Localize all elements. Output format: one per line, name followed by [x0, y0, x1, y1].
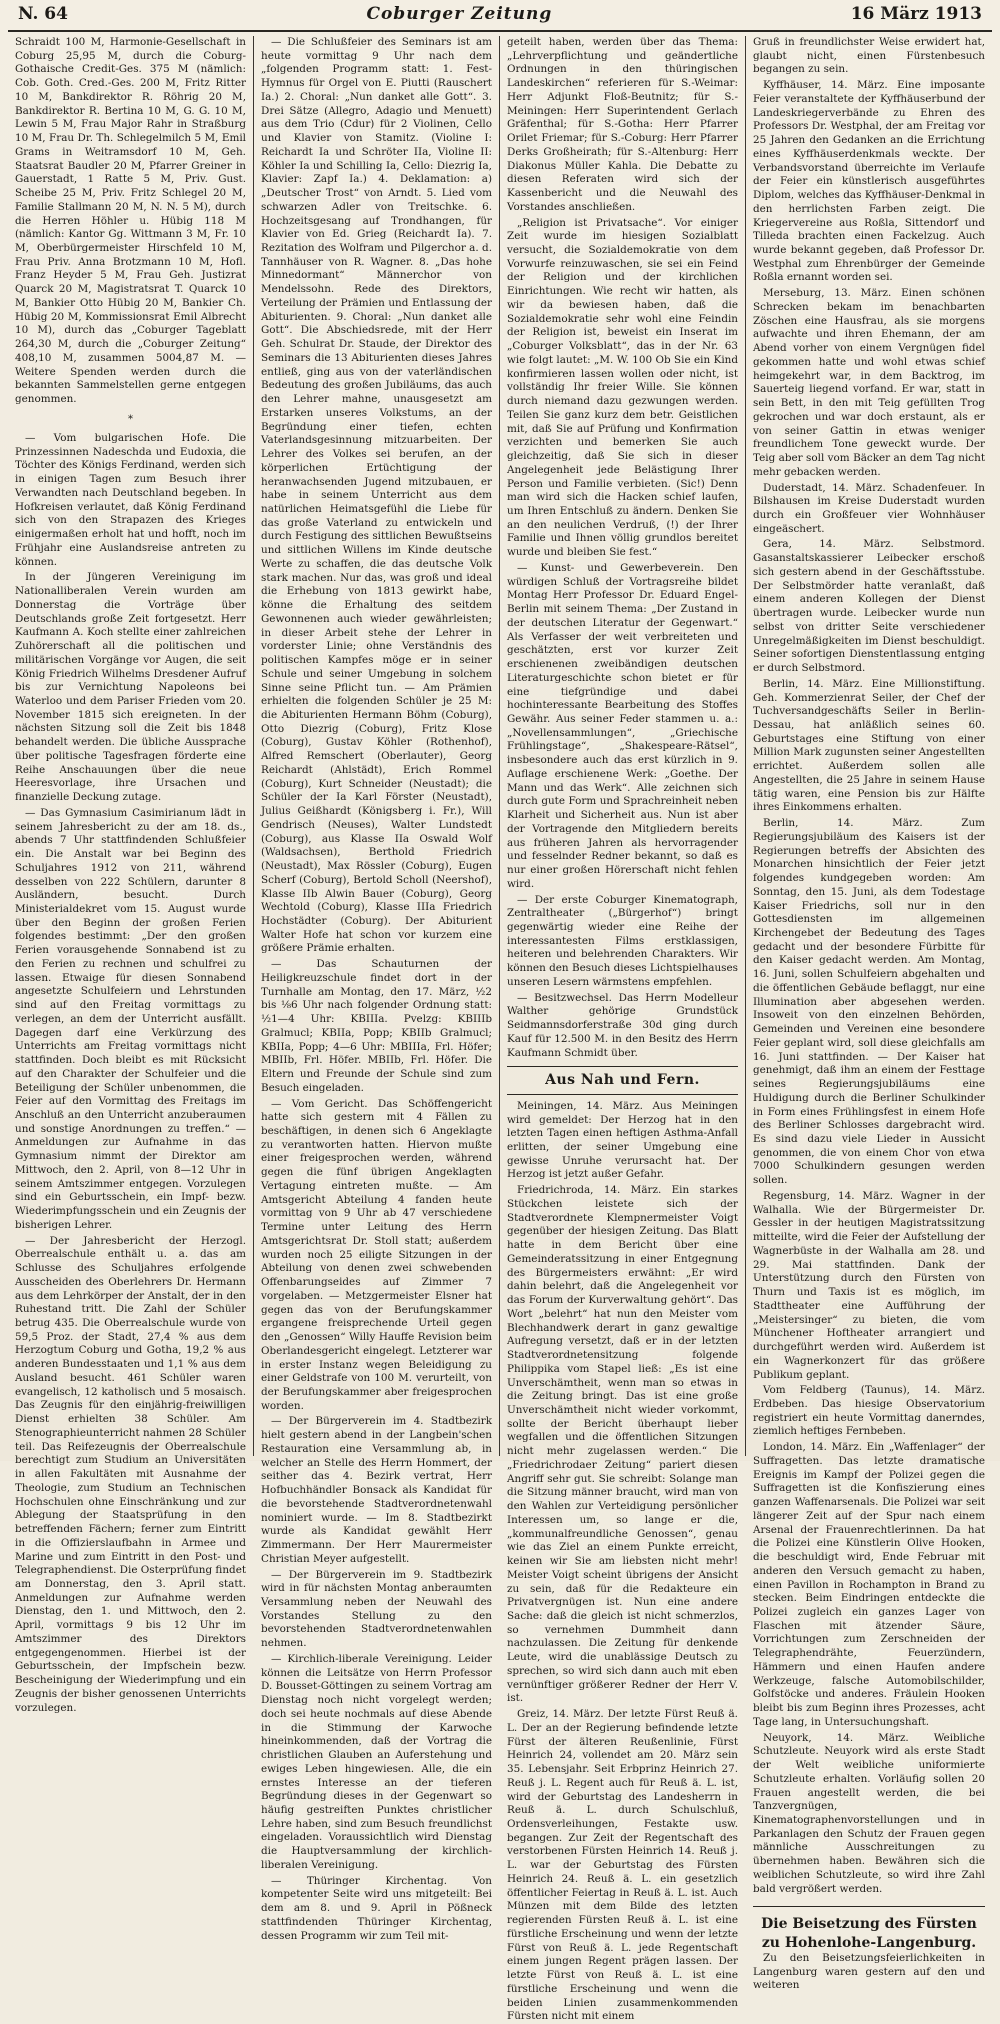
article-kyffhaeuser: Kyffhäuser, 14. März. Eine imposante Feier veranstaltete der Kyffhäuserbund der Landeskriegerverbände zu Ehren des Professors Dr. Westphal, der am Freitag vor 25 Jahren den Gedanken an die Errichtung eines Kyffhäuserdenkmals weckte. Der Verbandsvorstand überreichte im Verlaufe der Feier ein künstlerisch ausgeführtes Diplom, welches das Kyffhäuser-Denkmal in den herrlichsten Farben zeigt. Die Kriegervereine aus Roßla, Sittendorf und Tilleda brachten einen Fackelzug. Auch wurde bekannt gegeben, daß Professor Dr. Westphal zum Ehrenbürger der Gemeinde Roßla ernannt worden sei. — [753, 79, 985, 284]
article-new-york: Neuyork, 14. März. Weibliche Schutzleute. Neuyork wird als erste Stadt der Welt weibliche uniformierte Schutzleute erhalten. Vorläufig sollen 20 Frauen angestellt werden, die bei Tanzvergnügen, Kinematographenvorstellungen und in Parkanlagen den Schutz der Frauen gegen männliche Ausschreitungen zu übernehmen haben. Bewähren sich die weiblichen Schutzleute, so wird ihre Zahl bald vergrößert werden. — [753, 1731, 985, 1895]
column-2 — [254, 36, 500, 1942]
column-3 — [500, 36, 746, 2023]
newspaper-title: Coburger Zeitung — [366, 4, 553, 24]
article-citizens-association-4: — Der Bürgerverein im 4. Stadtbezirk hielt gestern abend in der Langbein'schen Restauration eine Versammlung ab, in welcher an Stelle des Herrn Hommert, der seither das 4. Bezirk vertrat, Herr Hofbuchhändler Bonsack als Kandidat für die bevorstehende Stadtverordnetenwahl nominiert wurde. — Im 8. Stadtbezirkt wurde als Kandidat gewählt Herr Zimmermann. Der Herr Maurermeister Christian Meyer aufgestellt. — [261, 1415, 492, 1565]
article-greiz: Greiz, 14. März. Der letzte Fürst Reuß ä. L. Der an der Regierung befindende letzte Fürst der älteren Reußenlinie, Fürst Heinrich 24, vollendet am 20. März sein 35. Lebensjahr. Seit Erbprinz Heinrich 27. Reuß j. L. Regent auch für Reuß ä. L. ist, wird der Geburtstag des Landesherrn in Reuß ä. L. durch Schulschluß, Ordensverleihungen, Festakte usw. begangen. Zur Zeit der Regentschaft des verstorbenen Fürsten Heinrich 14. Reuß j. L. war der Geburtstag des Fürsten Heinrich 24. Reuß ä. L. ein gesetzlich öffentlicher Feiertag in Reuß ä. L. ist. Auch Münzen mit dem Bilde des letzten regierenden Fürsten Reuß ä. L. ist eine fürstliche Erscheinung und wenn der letzte Fürst von Reuß ä. L. jede Regentschaft einem jungen Regent prägen lassen. Der letzte Fürst von Reuß ä. L. ist eine fürstliche Erscheinung und wenn die beiden Linien zusammenkommenden Fürsten nicht mit einem — [507, 1708, 738, 2023]
article-columns — [8, 36, 992, 2023]
article-thuringian-church-day: — Thüringer Kirchentag. Von kompetenter Seite wird uns mitgeteilt: Bei dem am 8. und 9. April in Pößneck stattfindenden Thüringer Kirchentag, dessen Programm wir zum Teil mit- — [261, 1874, 492, 1942]
article-cinematograph: — Der erste Coburger Kinematograph, Zentraltheater („Bürgerhof“) bringt gegenwärtig wieder eine Reihe der interessantesten Films erstklassigen, heiteren und belehrenden Charakters. Wir können den Besuch dieses Lichtspielhauses unseren Lesern wärmstens empfehlen. — [507, 893, 738, 988]
article-hohenlohe-funeral: Zu den Beisetzungsfeierlichkeiten in Langenburg waren gestern auf den und weiteren — [753, 1951, 985, 1992]
article-bulgarian-court: — Vom bulgarischen Hofe. Die Prinzessinnen Nadeschda und Eudoxia, die Töchter des Königs Ferdinand, werden sich in einigen Tagen zum Besuch ihrer Verwandten nach Deutschland begeben. In Hofkreisen verlautet, daß König Ferdinand sich von den Strapazen des Krieges einigermaßen erholt hat und hofft, noch im Frühjahr eine Auslandsreise antreten zu können. — [15, 432, 246, 568]
article-court-news: — Vom Gericht. Das Schöffengericht hatte sich gestern mit 4 Fällen zu beschäftigen, in denen sich 6 Angeklagte zu verantworten hatten. Hiervon mußte einer freigesprochen werden, während gegen die fünf übrigen Angeklagten Vertagung eintreten mußte. — Am Amtsgericht Abteilung 4 fanden heute vormittag von 9 Uhr ab 47 verschiedene Termine unter Leitung des Herrn Amtsgerichtsrat Dr. Stoll statt; außerdem wurden noch 25 eiligte Sitzungen in der Abteilung von denen zwei schwebenden Offenbarungseides auf Zimmer 7 vorgelaben. — Metzgermeister Elsner hat gegen das von der Berufungskammer ergangene freisprechende Urteil gegen den „Genossen“ Willy Hauffe Revision beim Oberlandesgericht eingelegt. Letzterer war in erster Instanz wegen Beleidigung zu einer Geldstrafe von 100 M. verurteilt, von der Berufungskammer aber freigesprochen worden. — [261, 1097, 492, 1412]
article-berlin-million-foundation: Berlin, 14. März. Eine Millionstiftung. Geh. Kommerzienrat Seiler, der Chef der Tuchversandgeschäfts Seiler in Berlin-Dessau, hat anläßlich seines 60. Geburtstages eine Stiftung von einer Million Mark zugunsten seiner Angestellten errichtet. Außerdem sollen alle Angestellten, die 25 Jahre in seinem Hause tätig waren, eine Pension bis zur Hälfte ihres Einkommens erhalten. — [753, 677, 985, 814]
headline-hohenlohe-funeral: Die Beisetzung des Fürsten zu Hohenlohe-Langenburg. — [753, 1906, 985, 1951]
issue-date: 16 März 1913 — [850, 4, 982, 24]
article-property-change: — Besitzwechsel. Das Herrn Modelleur Walther gehörige Grundstück Seidmannsdorferstraße 30d ging durch Kauf für 12.500 M. in den Besitz des Herrn Kaufmann Schmidt über. — [507, 991, 738, 1059]
separator-star: * — [128, 413, 133, 425]
article-religion-private-matter: „Religion ist Privatsache“. Vor einiger Zeit wurde im hiesigen Sozialblatt versucht, die Sozialdemokratie von dem Vorwurfe reinzuwaschen, sie sei ein Feind der Religion und der kirchlichen Einrichtungen. Wie recht wir hatten, als wir da bewiesen haben, daß die Sozialdemokratie sehr wohl eine Feindin der Religion ist, beweist ein Inserat im „Coburger Volksblatt“, das in der Nr. 63 wie folgt lautet: „M. W. 100 Ob Sie ein Kind konfirmieren lassen wollen oder nicht, ist vollständig Ihr freier Wille. Sie können durch niemand dazu gezwungen werden. Teilen Sie ganz kurz dem betr. Geistlichen mit, daß Sie auf Prüfung und Konfirmation verzichten und bemerken Sie auch gleichzeitig, daß Sie sich in dieser Angelegenheit jede Belästigung Ihrer Person und Familie verbieten. (Sic!) Denn man wird sich die Hacken schief laufen, um Ihren Entschluß zu ändern. Denken Sie an den neulichen Verdruß, (!) der Ihrer Familie und Ihnen völlig grundlos bereitet wurde und bleiben Sie fest.“ — [507, 216, 738, 559]
article-friedrichroda: Friedrichroda, 14. März. Ein starkes Stückchen leistete sich der Stadtverordnete Klempnermeister Voigt gegenüber der hiesigen Zeitung. Das Blatt hatte in dem Bericht über eine Gemeinderatssitzung in einer Entgegnung des Bürgermeisters erwähnt: „Er wird dahin belehrt, daß die Angelegenheit vor das Forum der Kurverwaltung gehört“. Das Wort „belehrt“ hat nun den Meister vom Blechhandwerk derart in ganz gewaltige Aufregung versetzt, daß er in der letzten Stadtverordnetensitzung folgende Philippika vom Stapel ließ: „Es ist eine Unverschämtheit, wenn man so etwas in die Zeitung bringt. Das ist eine große Unverschämtheit nicht wieder vorkommt, sollte der Bericht überhaupt lieber wegfallen und die öffentlichen Sitzungen nicht mehr zugelassen werden.“ Die „Friedrichrodaer Zeitung“ pariert diesen Angriff sehr gut. Sie schreibt: Solange man die Sitzung männer braucht, wird man von den Wahlen zur Verteidigung persönlicher Interessen um, so lange er die, „kommunalfreundliche Genossen“, genau wie das Ziel an einem Punkte erreicht, keinen wir Sie am liebsten nicht mehr! Meister Voigt scheint übrigens der Ansicht zu sein, daß für die Redakteure ein Privatvergnügen ist. Nun eine andere Sache: daß die gleich ist nicht schmerzlos, so vernehmen Dummheit dann nachzulassen. Die Zeitung für denkende Leute, wird die unablässige Deutsch zu sprechen, so wird sich dann auch mit eben vernünftiger größerer Redner der Herr V. ist. — [507, 1184, 738, 1705]
article-continued-fragment: Gruß in freundlichster Weise erwidert hat, glaubt nicht, einen Fürstenbesuch begangen zu sein. — [753, 36, 985, 76]
article-merseburg: Merseburg, 13. März. Einen schönen Schrecken bekam im benachbarten Zöschen eine Hausfrau, als sie morgens aufwachte und ihren Ehemann, der am Abend vorher von einem Vergnügen fidel gekommen hatte und wohl etwas schief heimgekehrt war, in dem Backtrog, im Sauerteig liegend vorfand. Er war, statt in sein Bett, in den mit Teig gefüllten Trog gekrochen und war doch erstaunt, als er von seiner Gattin in etwas weniger freundlichem Tone geweckt wurde. Der Teig aber soll vom Bäcker an dem Tag nicht mehr gebacken werden. — [753, 287, 985, 478]
article-art-trade-association: — Kunst- und Gewerbeverein. Den würdigen Schluß der Vortragsreihe bildet Montag Herr Professor Dr. Eduard Engel-Berlin mit seinem Thema: „Der Zustand in der deutschen Literatur der Gegenwart.“ Als Verfasser der weit verbreiteten und geschätzten, erst vor kurzer Zeit erschienenen zweibändigen deutschen Literaturgeschichte schon bietet er für eine tiefgründige und dabei hochinteressante Bearbeitung des Stoffes Gewähr. Aus seiner Feder stammen u. a.: „Novellensammlungen“, „Griechische Frühlingstage“, „Shakespeare-Rätsel“, insbesondere auch das erst kürzlich in 9. Auflage erschienene Werk: „Goethe. Der Mann und das Werk“. Alle zeichnen sich durch gute Form und Sprachreinheit neben Klarheit und Sicherheit aus. Nun ist aber der Vortragende den Mitgliedern bereits aus früheren Jahren als hervorragender und fesselnder Redner bekannt, so daß es nur einer großen Hörerschaft nicht fehlen wird. — [507, 561, 738, 890]
article-gera: Gera, 14. März. Selbstmord. Gasanstaltskassierer Leibecker erschoß sich gestern abend in der Geschäftsstube. Der Selbstmörder hatte veranlaßt, daß einem anderen Kollegen der Dienst übertragen wurde. Leibecker wurde nun selbst von dritter Seite verschiedener Unregelmäßigkeiten im Dienst beschuldigt. Seiner sofortigen Dienstentlassung entging er durch Selbstmord. — [753, 538, 985, 675]
section-heading-near-and-far: Aus Nah und Fern. — [507, 1066, 738, 1094]
article-london: London, 14. März. Ein „Waffenlager“ der Suffragetten. Das letzte dramatische Ereignis im Kampf der Polizei gegen die Suffragetten ist die Konfiszierung eines ganzen Waffenarsenals. Die Polizei war seit längerer Zeit auf der Spur nach einem Arsenal der Frauenrechtlerinnen. Da hat die Polizei eine Künstlerin Olive Hooken, die beschuldigt wird, Ende Februar mit anderen den Versuch gemacht zu haben, einen Pavillon in Rochampton in Brand zu stecken. Beim Eindringen entdeckte die Polizei zugleich ein ganzes Lager von Flaschen mit ätzender Säure, Vorrichtungen zum Zerschneiden der Telegraphendrähte, Feuerzündern, Hämmern und einen Haufen andere Werkzeuge, falsche Automobilschilder, Golfstöcke und anderes. Fräulein Hooken bleibt bis zum Beginn ihres Prozesses, acht Tage lang, in Untersuchungshaft. — [753, 1441, 985, 1728]
article-gymnastics-show: — Das Schauturnen der Heiligkreuzschule findet dort in der Turnhalle am Montag, den 17. März, ½2 bis ⅛6 Uhr nach folgender Ordnung statt: ½1—4 Uhr: KBIIIa. Pvelzg: KBIIIb Gralmucl; KBIIa, Popp; KBIIb Gralmucl; KBIIa, Popp; 4—6 Uhr: MBIIIa, Frl. Höfer; MBIIb, Frl. Höfer. MBIIb, Frl. Höfer. Die Eltern und Freunde der Schule sind zum Besuch eingeladen. — [261, 958, 492, 1094]
article-regensburg: Regensburg, 14. März. Wagner in der Walhalla. Wie der Bürgermeister Dr. Gessler in der heutigen Magistratssitzung mitteilte, wird die Feier der Aufstellung der Wagnerbüste in der Walhalla am 28. und 29. Mai stattfinden. Dank der Unterstützung durch den Fürsten von Thurn und Taxis ist es möglich, im Stadttheater eine Aufführung der „Meistersinger“ zu bieten, die vom Münchener Hoftheater arrangiert und durchgeführt werden wird. Außerdem ist ein Wagnerkonzert für das größere Publikum geplant. — [753, 1189, 985, 1381]
masthead — [8, 4, 992, 32]
article-church-day-continued: geteilt haben, werden über das Thema: „Lehrverpflichtung und geändertliche Ordnungen in den thüringischen Landeskirchen“ referieren für S.-Weimar: Herr Adjunkt Floß-Beutnitz; für S.-Meiningen: Herr Superintendent Gerlach Gräfenthal; für S.-Gotha: Herr Pfarrer Orilet Friemar; für S.-Coburg: Herr Pfarrer Derks Großheirath; für S.-Altenburg: Herr Diakonus Müller Kahla. Die Debatte zu diesen Referaten wird sich der Kassenbericht und die Neuwahl des Vorstandes anschließen. — [507, 36, 738, 213]
column-1 — [8, 36, 254, 1714]
article-church-liberal-union: — Kirchlich-liberale Vereinigung. Leider können die Leitsätze von Herrn Professor D. Bousset-Göttingen zu seinem Vortrag am Dienstag noch nicht vorgelegt werden; doch sei heute nochmals auf diese Abende in die Stimmung der Karwoche hineinkommenden, daß der Vortrag die christlichen Glauben an Auferstehung und ewiges Leben hingewiesen. Alle, die ein ernstes Interesse an der tieferen Begründung dieses in der Gegenwart so häufig gestreiften Punktes christlicher Lehre haben, sind zum Besuch freundlichst eingeladen. Voraussichtlich wird Dienstag die Hauptversammlung der kirchlich-liberalen Vereinigung. — [261, 1652, 492, 1871]
donation-list-paragraph: Schraidt 100 M, Harmonie-Gesellschaft in Coburg 25,95 M, durch die Coburg-Gothaische Credit-Ges. 375 M (nämlich: Cob. Goth. Cred.-Ges. 200 M, Fritz Ritter 10 M, Bankdirektor R. Röhrig 20 M, Bankdirektor R. Bertina 10 M, G. G. 10 M, Lewin 5 M, Frau Major Rahr in Straßburg 10 M, Frau Dr. Th. Schlegelmilch 5 M, Emil Grams in Weitramsdorf 10 M, Geh. Staatsrat Baudler 20 M, Pfarrer Greiner in Gauerstadt, 1 Ratte 5 M, Priv. Gust. Scheibe 25 M, Priv. Fritz Schlegel 20 M, Familie Stallmann 20 M, N. N. 5 M), durch die Herren Höhler u. Hübig 118 M (nämlich: Kantor Gg. Wittmann 3 M, Fr. 10 M, Oberbürgermeister Hirschfeld 10 M, Frau Priv. Anna Brotzmann 10 M, Hofl. Franz Heyder 5 M, Frau Geh. Justizrat Quarck 20 M, Magistratsrat T. Quarck 10 M, Bankier Otto Hübig 20 M, Bankier Ch. Hübig 20 M, Kommissionsrat Emil Albrecht 10 M), durch das „Coburger Tageblatt 264,30 M, durch die „Coburger Zeitung“ 408,10 M, zusammen 5004,87 M. — Weitere Spenden werden durch die bekannten Sammelstellen gerne entgegen genommen. — [15, 36, 246, 406]
article-citizens-association-9: — Der Bürgerverein im 9. Stadtbezirk wird in für nächsten Montag anberaumten Versammlung neben der Neuwahl des Vorstandes Stellung zu den bevorstehenden Stadtverordnetenwahlen nehmen. — [261, 1568, 492, 1650]
article-seminar-closing-ceremony: — Die Schlußfeier des Seminars ist am heute vormittag 9 Uhr nach dem „folgenden Programm statt: 1. Fest-Hymnus für Orgel von E. Piutti (Rauschert Ia.) 2. Choral: „Nun danket alle Gott“. 3. Drei Sätze (Allegro, Adagio und Menuett) aus dem Trio (Cdur) für 2 Violinen, Cello und Klavier von Stamitz. (Violine I: Reichardt Ia und Schröter IIa, Violine II: Köhler Ia und Schilling Ia, Cello: Diezrig Ia, Klavier: Zapf Ia.) 4. Deklamation: a) „Deutscher Trost“ von Arndt. 5. Lied vom schwarzen Adler von Treitschke. 6. Hochzeitsgesang auf Trondhangen, für Klavier von Ed. Grieg (Reichardt Ia). 7. Rezitation des Wolfram und Pilgerchor a. d. Tannhäuser von R. Wagner. 8. „Das hohe Minnedormant“ Männerchor von Mendelssohn. Rede des Direktors, Verteilung der Prämien und Entlassung der Abiturienten. 9. Choral: „Nun danket alle Gott“. Die Abschiedsrede, mit der Herr Geh. Schulrat Dr. Staude, der Direktor des Seminars die 13 Abiturienten dieses Jahres entließ, ging aus von der vaterländischen Bedeutung des großen Jubiläums, das auch den Lehrer mahne, unausgesetzt am Erstarken unseres Volkstums, an der Begründung einer tiefen, echten Vaterlandsgesinnung mitzuarbeiten. Der Lehrer des Volkes sei berufen, an der körperlichen Ertüchtigung der heranwachsenden Jugend mitzubauen, er habe in seinem Unterricht aus dem natürlichen Heimatsgefühl die Liebe für das große Vaterland zu entwickeln und durch Festigung des sittlichen Bewußtseins und sittlichen Willens im Kinde deutsche Werte zu schaffen, die das deutsche Volk stark machen. Nur das, was groß und ideal die Erhebung von 1813 gewirkt habe, könne die Erhaltung des seitdem Gewonnenen auch wieder gewährleisten; in dieser Arbeit stehe der Lehrer in vorderster Linie; ohne Verständnis des politischen Kampfes möge er in seiner Schule und seiner Umgebung in solchem Sinne seine Pflicht tun. — Am Prämien erhielten die folgenden Schüler je 25 M: die Abiturienten Hermann Böhm (Coburg), Otto Diezrig (Coburg), Fritz Klose (Coburg), Gustav Köhler (Rothenhof), Alfred Remschert (Oberlauter), Georg Reichardt (Ahlstädt), Erich Rommel (Coburg), Kurt Schneider (Neustadt); die Schüler der Ia Karl Förster (Neustadt), Julius Geißhardt (Königsberg i. Fr.), Will Gendrisch (Neuses), Walter Lundstedt (Coburg), aus Klasse IIa Oswald Wolf (Waldsachsen), Berthold Friedrich (Neustadt), Max Rössler (Coburg), Eugen Scherf (Coburg), Bertold Scholl (Neershof), Klasse IIb Alwin Bauer (Coburg), Georg Wechtold (Coburg), Klasse IIIa Friedrich Hochstädter (Coburg). Der Abiturient Walter Hofe hat schon vor kurzem eine größere Prämie erhalten. — [261, 36, 492, 955]
article-meiningen: Meiningen, 14. März. Aus Meiningen wird gemeldet: Der Herzog hat in den letzten Tagen einen heftigen Asthma-Anfall erlitten, der seiner Umgebung eine gewisse Unruhe verursacht hat. Der Herzog ist jetzt außer Gefahr. — [507, 1099, 738, 1181]
column-4 — [746, 36, 992, 1992]
article-berlin-jubilee: Berlin, 14. März. Zum Regierungsjubiläum des Kaisers ist der Regierungen betreffs der Absichten des Monarchen hinsichtlich der Feier jetzt folgendes kundgegeben worden: Am Sonntag, den 15. Juni, als dem Todestage Kaiser Friedrichs, soll nur in den Gottesdiensten im allgemeinen Kirchengebet der Bedeutung des Tages gedacht und der besondere Fürbitte für den Kaiser gedacht werden. Am Montag, 16. Juni, sollen Schulfeiern abgehalten und die öffentlichen Gebäude beflaggt, nur eine Illumination aber abgesehen werden. Insoweit von den einzelnen Behörden, Gemeinden und Vereinen eine besondere Feier geplant wird, soll diese gleichfalls am 16. Juni stattfinden. — Der Kaiser hat genehmigt, daß ihm an einem der Festtage seines Regierungsjubiläums eine Huldigung durch die Berliner Schulkinder in Form eines Frühlingsfest in einem Hofe des Berliner Schlosses dargebracht wird. Es sind dazu viele Lieder in Aussicht genommen, die von einem Chor von etwa 7000 Schulkindern gesungen werden sollen. — [753, 817, 985, 1187]
article-oberrealschule-report: — Der Jahresbericht der Herzogl. Oberrealschule enthält u. a. das am Schlusse des Schuljahres erfolgende Ausscheiden des Oberlehrers Dr. Hermann aus dem Lehrkörper der Anstalt, der in den Ruhestand tritt. Die Zahl der Schüler betrug 435. Die Oberrealschule wurde von 59,5 Proz. der Stadt, 27,4 % aus dem Herzogtum Coburg und Gotha, 19,2 % aus anderen Bundesstaaten und 1,1 % aus dem Ausland besucht. 461 Schüler waren evangelisch, 12 katholisch und 5 mosaisch. Das Zeugnis für den einjährig-freiwilligen Dienst erhielten 38 Schüler. Am Stenographieunterricht nahmen 28 Schüler teil. Das Reifezeugnis der Oberrealschule berechtigt zum Studium an Universitäten in allen Fakultäten mit Ausnahme der Theologie, zum Studium an Technischen Hochschulen ohne Einschränkung und zur Ablegung der Staatsprüfung in den betreffenden Fächern; ferner zum Eintritt in die Offizierslaufbahn in Armee und Marine und zum Eintritt in den Post- und Telegraphendienst. Die Osterprüfung findet am Donnerstag, den 3. April statt. Anmeldungen zur Aufnahme werden Dienstag, den 1. und Mittwoch, den 2. April, vormittags 9 bis 12 Uhr im Amtszimmer des Direktors entgegengenommen. Hierbei ist der Geburtsschein, der Impfschein bezw. Bescheinigung der Wiederimpfung und ein Zeugnis der bisher genossenen Unterrichts vorzulegen. — [15, 1234, 247, 1714]
article-duderstadt: Duderstadt, 14. März. Schadenfeuer. In Bilshausen im Kreise Duderstadt wurden durch ein Großfeuer vier Wohnhäuser eingeäschert. — [753, 481, 985, 535]
article-national-liberal-association: In der Jüngeren Vereinigung im Nationalliberalen Verein wurden am Donnerstag die Vorträge über Deutschlands große Zeit fortgesetzt. Herr Kaufmann A. Koch stellte einer zahlreichen Zuhörerschaft all die politischen und militärischen Vorgänge vor Augen, die seit König Friedrich Wilhelms Dresdener Aufruf bis zur Vernichtung Napoleons bei Waterloo und dem Pariser Frieden vom 20. November 1815 sich ereigneten. In der nächsten Sitzung soll die Zeit bis 1848 behandelt werden. Die übliche Aussprache über politische Tagesfragen förderte eine Reihe Anschauungen über die neue Heeresvorlage, ihre Ursachen und finanzielle Deckung zutage. — [15, 571, 246, 804]
article-gymnasium-casimirianum: — Das Gymnasium Casimirianum lädt in seinem Jahresbericht zu der am 18. ds., abends 7 Uhr stattfindenden Schlußfeier ein. Die Anstalt war bei Beginn des Schuljahres 1912 von 211, während desselben von 222 Schülern, darunter 8 Ausländern, besucht. Durch Ministerialdekret vom 15. August wurde über den Beginn der großen Ferien folgendes bestimmt: „Der den großen Ferien vorausgehende Sonnabend ist zu den Ferien zu rechnen und schulfrei zu lassen. Etwaige für diesen Sonnabend angesetzte Schulfeiern und Lehrstunden sind auf den Freitag vormittags zu verlegen, an dem der Unterricht ausfällt. Dagegen darf eine Verkürzung des Unterrichts am Freitag vormittags nicht stattfinden. Doch bleibt es mit Rücksicht auf den Charakter der Schulfeier und die Beteiligung der Schüler unbenommen, die Feier auf den Vormittag des Freitags im Anschluß an den Unterricht anzuberaumen und sonstige Anordnungen zu treffen.“ — Anmeldungen zur Aufnahme in das Gymnasium nimmt der Direktor am Mittwoch, den 2. April, von 8—12 Uhr in seinem Amtszimmer entgegen. Vorzulegen sind ein Geburtsschein, ein Impf- bezw. Wiederimpfungsschein und ein Zeugnis der bisherigen Lehrer. — [15, 806, 246, 1231]
article-feldberg: Vom Feldberg (Taunus), 14. März. Erdbeben. Das hiesige Observatorium registriert ein heute Vormittag danerndes, ziemlich heftiges Fernbeben. — [753, 1384, 985, 1438]
page-number: N. 64 — [18, 4, 68, 24]
